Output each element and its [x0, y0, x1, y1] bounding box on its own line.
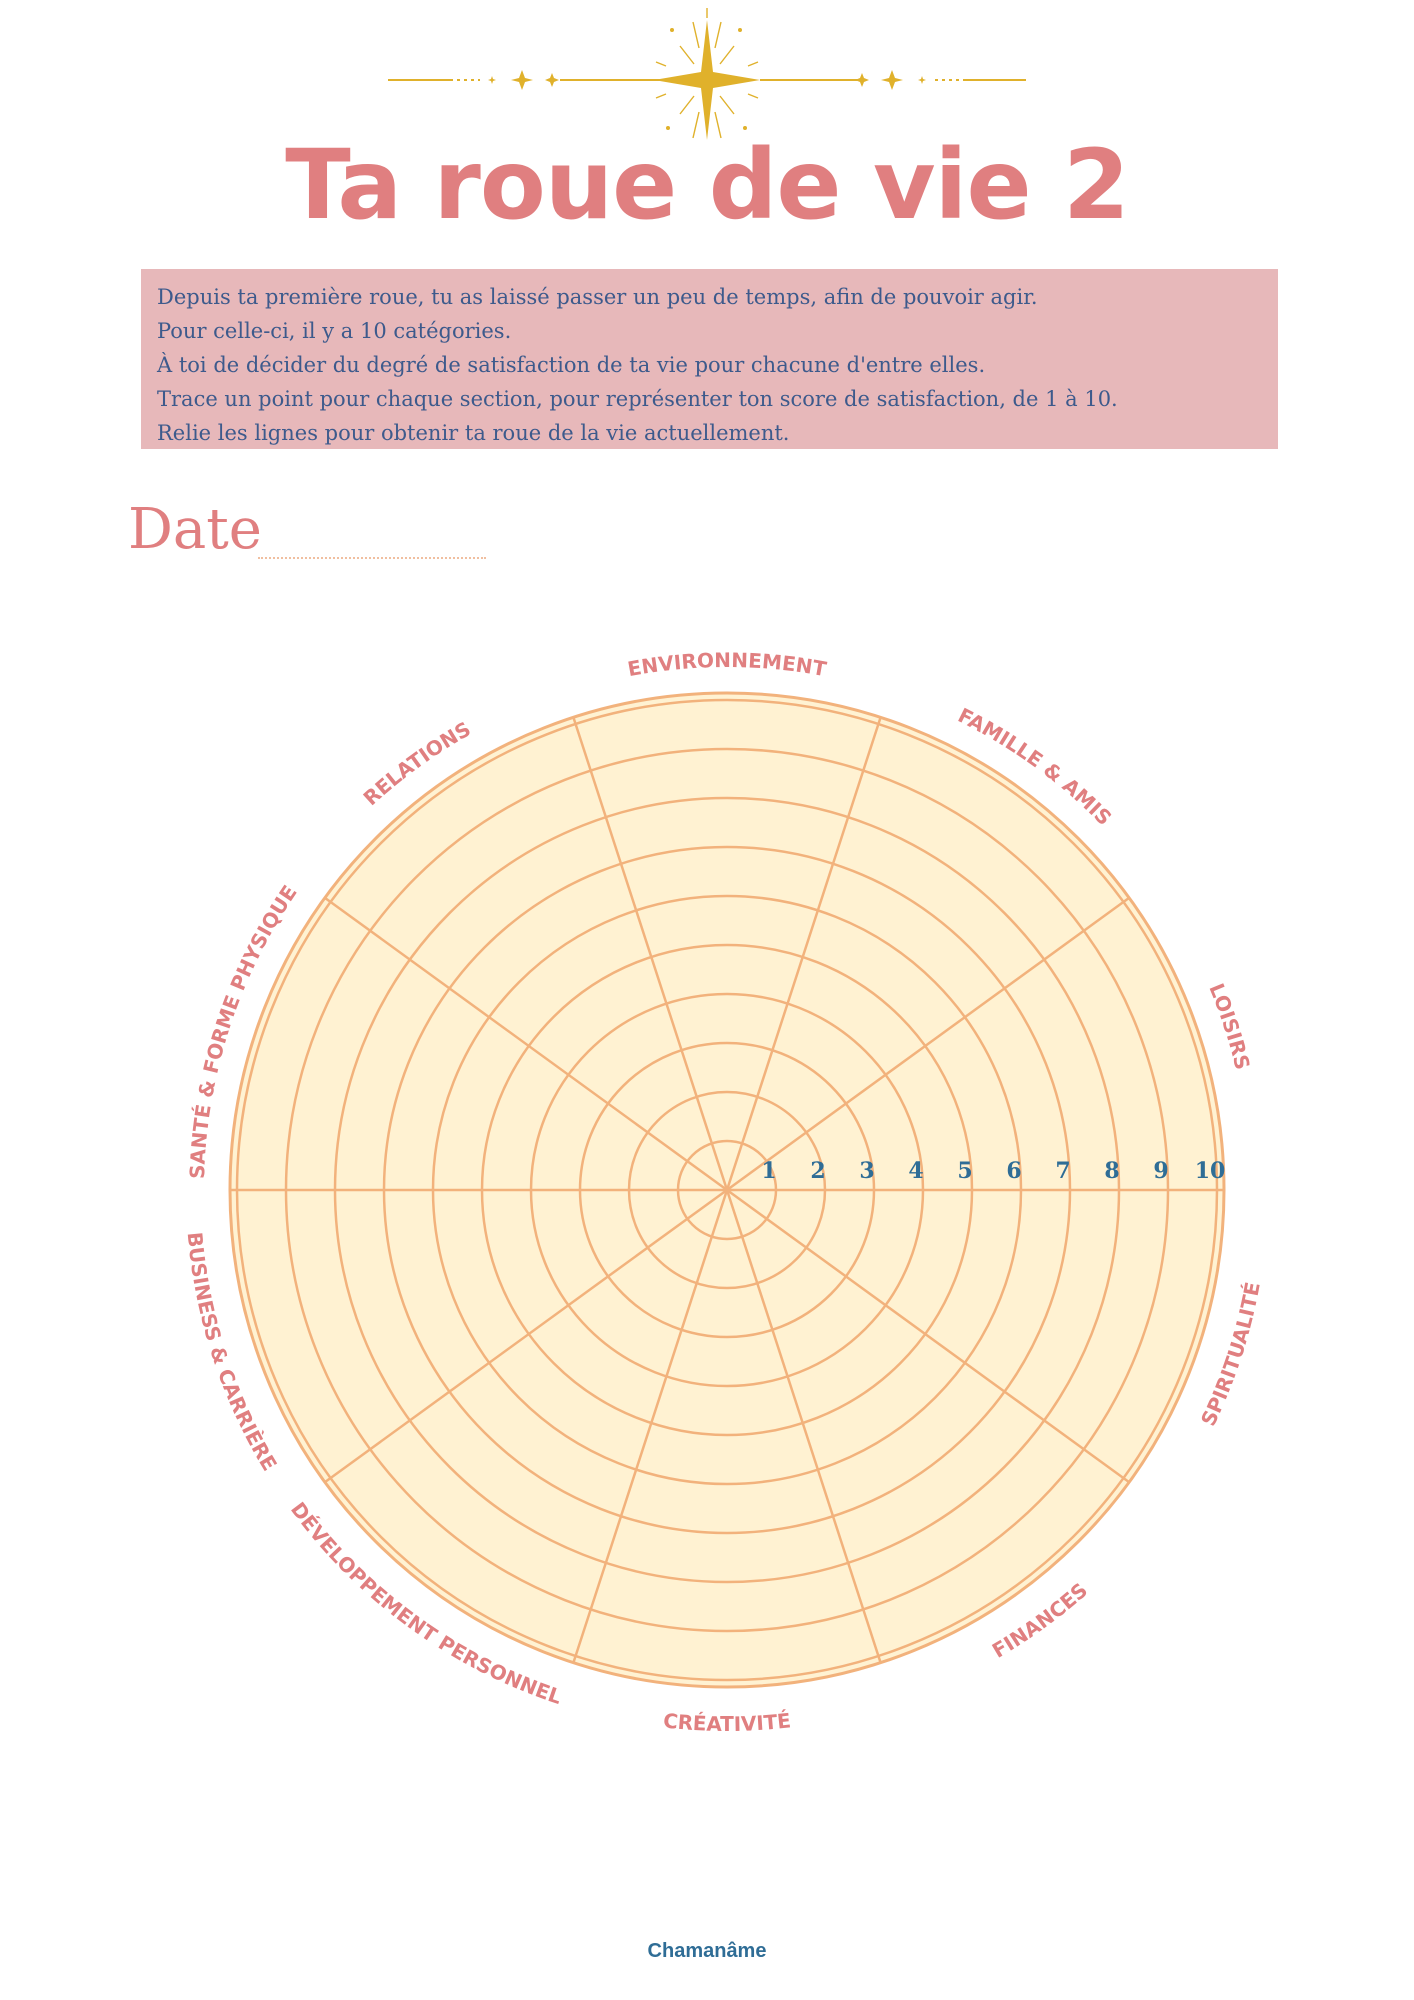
scale-number: 9 — [1153, 1158, 1169, 1184]
category-label: CRÉATIVITÉ — [662, 1708, 792, 1736]
instruction-line: Depuis ta première roue, tu as laissé passer un peu de temps, afin de pouvoir agir. — [157, 285, 1038, 309]
category-label: BUSINESS & CARRIÈRE — [182, 1230, 282, 1476]
scale-number: 3 — [859, 1158, 875, 1184]
category-label: FAMILLE & AMIS — [954, 703, 1117, 831]
scale-number: 6 — [1006, 1158, 1022, 1184]
instruction-line: Relie les lignes pour obtenir ta roue de la vie actuellement. — [157, 421, 790, 445]
category-label: ENVIRONNEMENT — [625, 647, 829, 682]
scale-number: 1 — [761, 1158, 777, 1184]
instruction-line: Trace un point pour chaque section, pour représenter ton score de satisfaction, de 1 à 10. — [157, 387, 1118, 411]
brand-footer: Chamanâme — [647, 1940, 767, 1962]
scale-number: 8 — [1104, 1158, 1120, 1184]
date-label: Date — [128, 497, 262, 562]
category-label: FINANCES — [987, 1577, 1093, 1663]
instruction-line: À toi de décider du degré de satisfaction de ta vie pour chacune d'entre elles. — [157, 353, 986, 377]
scale-number: 7 — [1055, 1158, 1071, 1184]
category-label: LOISIRS — [1204, 979, 1255, 1073]
scale-number: 2 — [810, 1158, 826, 1184]
instruction-line: Pour celle-ci, il y a 10 catégories. — [157, 319, 512, 343]
page-title: Ta roue de vie 2 — [285, 129, 1129, 241]
category-label: DÉVELOPPEMENT PERSONNEL — [285, 1497, 565, 1709]
scale-number: 5 — [957, 1158, 973, 1184]
category-label: SPIRITUALITÉ — [1195, 1280, 1265, 1430]
category-label: SANTÉ & FORME PHYSIQUE — [185, 880, 302, 1180]
scale-number: 4 — [908, 1158, 924, 1184]
category-label: RELATIONS — [358, 716, 475, 811]
scale-number: 10 — [1194, 1158, 1226, 1184]
